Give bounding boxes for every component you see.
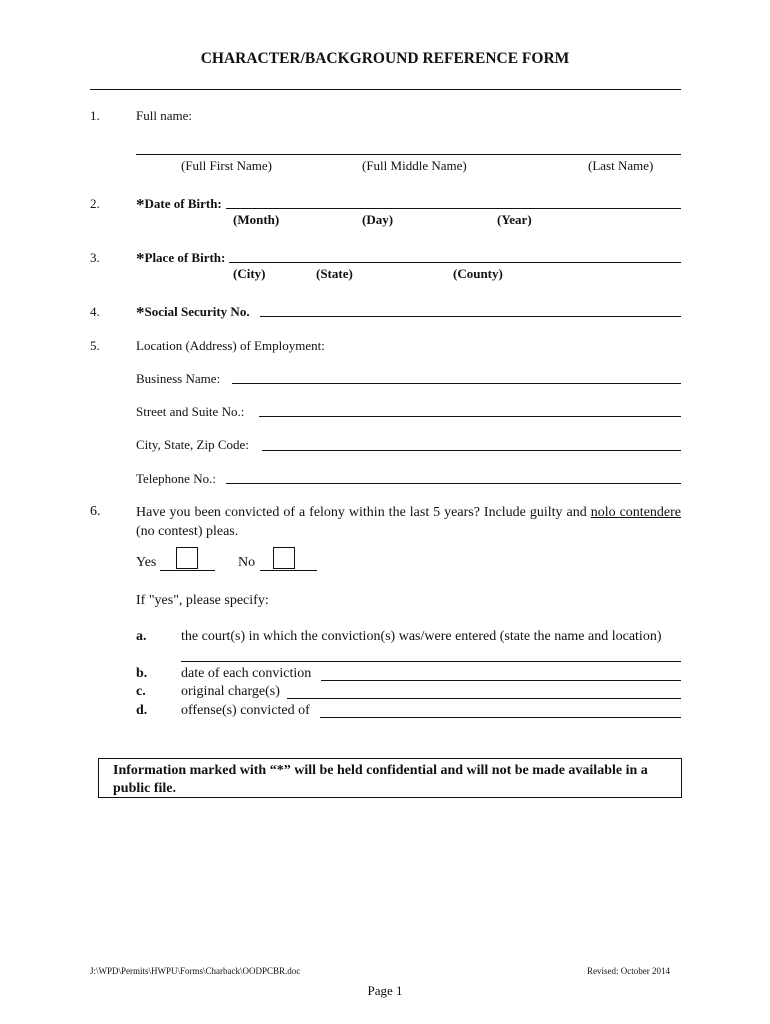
place-of-birth-label: [136, 247, 225, 267]
file-path: J:\WPD\Permits\HWPU\Forms\Charback\OODPCBR.doc: [90, 966, 301, 976]
item-letter-b: b.: [136, 666, 148, 681]
street-label: Street and Suite No.:: [136, 404, 245, 419]
month-caption: (Month): [233, 212, 280, 227]
court-field[interactable]: [181, 661, 681, 662]
street-field[interactable]: [259, 416, 681, 417]
conviction-date-field[interactable]: [321, 680, 681, 681]
year-caption: (Year): [497, 212, 532, 227]
place-of-birth-field[interactable]: [229, 262, 681, 263]
item-number-3: 3.: [90, 250, 100, 265]
confidential-asterisk: *: [136, 303, 145, 322]
item-letter-d: d.: [136, 703, 148, 718]
county-caption: (County): [453, 266, 503, 281]
business-name-label: Business Name:: [136, 371, 221, 386]
ssn-field[interactable]: [260, 316, 681, 317]
full-name-label: Full name:: [136, 108, 192, 123]
first-name-caption: (Full First Name): [181, 158, 272, 173]
confidential-asterisk: *: [136, 249, 145, 268]
page-number: Page 1: [367, 983, 403, 998]
city-state-zip-label: City, State, Zip Code:: [136, 437, 249, 452]
felony-question-tail: (no contest) pleas.: [136, 524, 239, 539]
ssn-label: [136, 301, 250, 321]
state-caption: (State): [316, 266, 353, 281]
place-of-birth-text: Place of Birth:: [144, 250, 226, 265]
item-letter-c: c.: [136, 684, 146, 699]
original-charge-label: original charge(s): [181, 684, 280, 699]
middle-name-caption: (Full Middle Name): [362, 158, 467, 173]
felony-question-text: Have you been convicted of a felony within the last 5 years? Include guilty and: [136, 505, 591, 520]
telephone-label: Telephone No.:: [136, 471, 216, 486]
nolo-contendere-text: nolo contendere: [590, 505, 681, 520]
ssn-text: Social Security No.: [144, 304, 250, 319]
felony-question: [136, 503, 681, 541]
confidential-notice: Information marked with “*” will be held confidential and will not be made available in a public file.: [113, 763, 648, 796]
offense-field[interactable]: [320, 717, 681, 718]
business-name-field[interactable]: [232, 383, 681, 384]
confidential-asterisk: *: [136, 195, 145, 214]
original-charge-field[interactable]: [287, 698, 681, 699]
yes-checkbox[interactable]: [176, 547, 198, 569]
city-state-zip-field[interactable]: [262, 450, 681, 451]
day-caption: (Day): [362, 212, 394, 227]
specify-label: If "yes", please specify:: [136, 593, 269, 608]
court-label: the court(s) in which the conviction(s) was/were entered (state the name and location): [181, 629, 662, 644]
no-label: No: [238, 555, 256, 570]
date-of-birth-label: [136, 193, 222, 213]
city-caption: (City): [233, 266, 266, 281]
offense-label: offense(s) convicted of: [181, 703, 310, 718]
date-of-birth-text: Date of Birth:: [144, 196, 222, 211]
yes-label: Yes: [136, 555, 157, 570]
yes-line: [160, 570, 215, 571]
revision-date: Revised: October 2014: [587, 966, 670, 976]
conviction-date-label: date of each conviction: [181, 666, 312, 681]
item-letter-a: a.: [136, 629, 147, 644]
title-divider: [90, 89, 681, 90]
item-number-5: 5.: [90, 338, 100, 353]
item-number-6: 6.: [90, 504, 101, 519]
page-title: CHARACTER/BACKGROUND REFERENCE FORM: [200, 50, 570, 67]
date-of-birth-field[interactable]: [226, 208, 681, 209]
item-number-2: 2.: [90, 196, 100, 211]
item-number-1: 1.: [90, 108, 100, 123]
full-name-field[interactable]: [136, 154, 681, 155]
item-number-4: 4.: [90, 304, 100, 319]
telephone-field[interactable]: [226, 483, 681, 484]
no-checkbox[interactable]: [273, 547, 295, 569]
no-line: [260, 570, 317, 571]
last-name-caption: (Last Name): [588, 158, 654, 173]
employment-location-label: Location (Address) of Employment:: [136, 338, 325, 353]
